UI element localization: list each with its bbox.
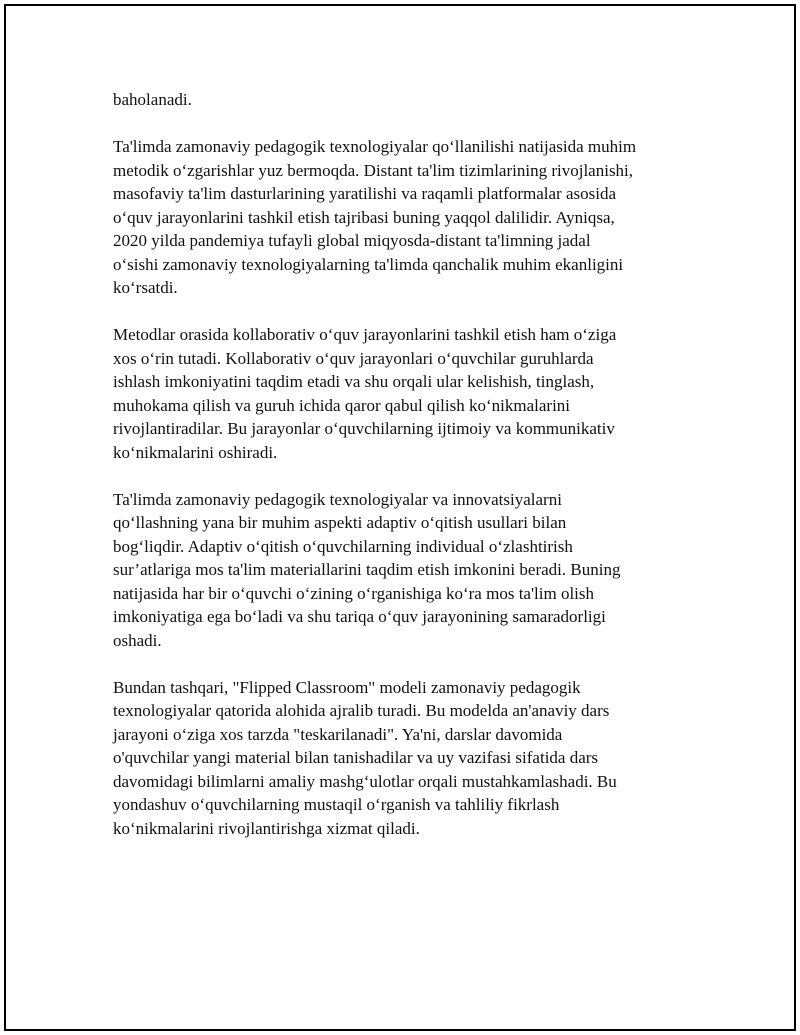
- text-line: texnologiyalar qatorida alohida ajralib turadi. Bu modelda an'anaviy dars: [113, 701, 610, 720]
- paragraph-2: [113, 135, 703, 300]
- text-line: o‘sishi zamonaviy texnologiyalarning ta'limda qanchalik muhim ekanligini: [113, 254, 624, 274]
- text-line: ko‘nikmalarini rivojlantirishga xizmat qiladi.: [113, 818, 420, 838]
- text-line: baholanadi.: [113, 90, 192, 109]
- paragraph-1: [113, 88, 703, 112]
- text-line: davomidagi bilimlarni amaliy mashg‘ulotlar orqali mustahkamlashadi. Bu: [113, 771, 617, 791]
- text-line: xos o‘rin tutadi. Kollaborativ o‘quv jarayonlari o‘quvchilar guruhlarda: [113, 348, 594, 368]
- text-line: o'quvchilar yangi material bilan tanishadilar va uy vazifasi sifatida dars: [113, 748, 599, 767]
- text-line: imkoniyatiga ega bo‘ladi va shu tariqa o‘quv jarayonining samaradorligi: [113, 607, 606, 626]
- text-line: ko‘nikmalarini oshiradi.: [113, 442, 278, 462]
- text-line: Ta'limda zamonaviy pedagogik texnologiyalar va innovatsiyalarni: [113, 489, 562, 509]
- text-line: jarayoni o‘ziga xos tarzda "teskarilanadi". Ya'ni, darslar davomida: [113, 724, 563, 744]
- text-line: ko‘rsatdi.: [113, 278, 178, 297]
- text-line: Metodlar orasida kollaborativ o‘quv jarayonlarini tashkil etish ham o‘ziga: [113, 325, 617, 344]
- text-line: ishlash imkoniyatini taqdim etadi va shu orqali ular kelishish, tinglash,: [113, 372, 595, 391]
- text-line: 2020 yilda pandemiya tufayli global miqyosda-distant ta'limning jadal: [113, 231, 591, 250]
- paragraph-5: [113, 676, 703, 841]
- text-line: rivojlantiradilar. Bu jarayonlar o‘quvchilarning ijtimoiy va kommunikativ: [113, 419, 615, 438]
- text-line: qo‘llashning yana bir muhim aspekti adaptiv o‘qitish usullari bilan: [113, 513, 567, 532]
- text-line: sur’atlariga mos ta'lim materiallarini taqdim etish imkonini beradi. Buning: [113, 560, 621, 579]
- paragraph-3: [113, 323, 703, 464]
- text-line: metodik o‘zgarishlar yuz bermoqda. Distant ta'lim tizimlarining rivojlanishi,: [113, 160, 634, 180]
- text-line: bog‘liqdir. Adaptiv o‘qitish o‘quvchilarning individual o‘zlashtirish: [113, 536, 573, 556]
- document-body: [113, 88, 703, 864]
- text-line: Ta'limda zamonaviy pedagogik texnologiyalar qo‘llanilishi natijasida muhim: [113, 137, 637, 156]
- text-line: Bundan tashqari, "Flipped Classroom" modeli zamonaviy pedagogik: [113, 677, 581, 697]
- text-line: oshadi.: [113, 630, 162, 650]
- text-line: natijasida har bir o‘quvchi o‘zining o‘rganishiga ko‘ra mos ta'lim olish: [113, 583, 595, 603]
- paragraph-4: [113, 488, 703, 653]
- text-line: yondashuv o‘quvchilarning mustaqil o‘rganish va tahliliy fikrlash: [113, 795, 560, 814]
- text-line: masofaviy ta'lim dasturlarining yaratilishi va raqamli platformalar asosida: [113, 184, 616, 203]
- text-line: muhokama qilish va guruh ichida qaror qabul qilish ko‘nikmalarini: [113, 395, 571, 415]
- text-line: o‘quv jarayonlarini tashkil etish tajribasi buning yaqqol dalilidir. Ayniqsa,: [113, 207, 615, 227]
